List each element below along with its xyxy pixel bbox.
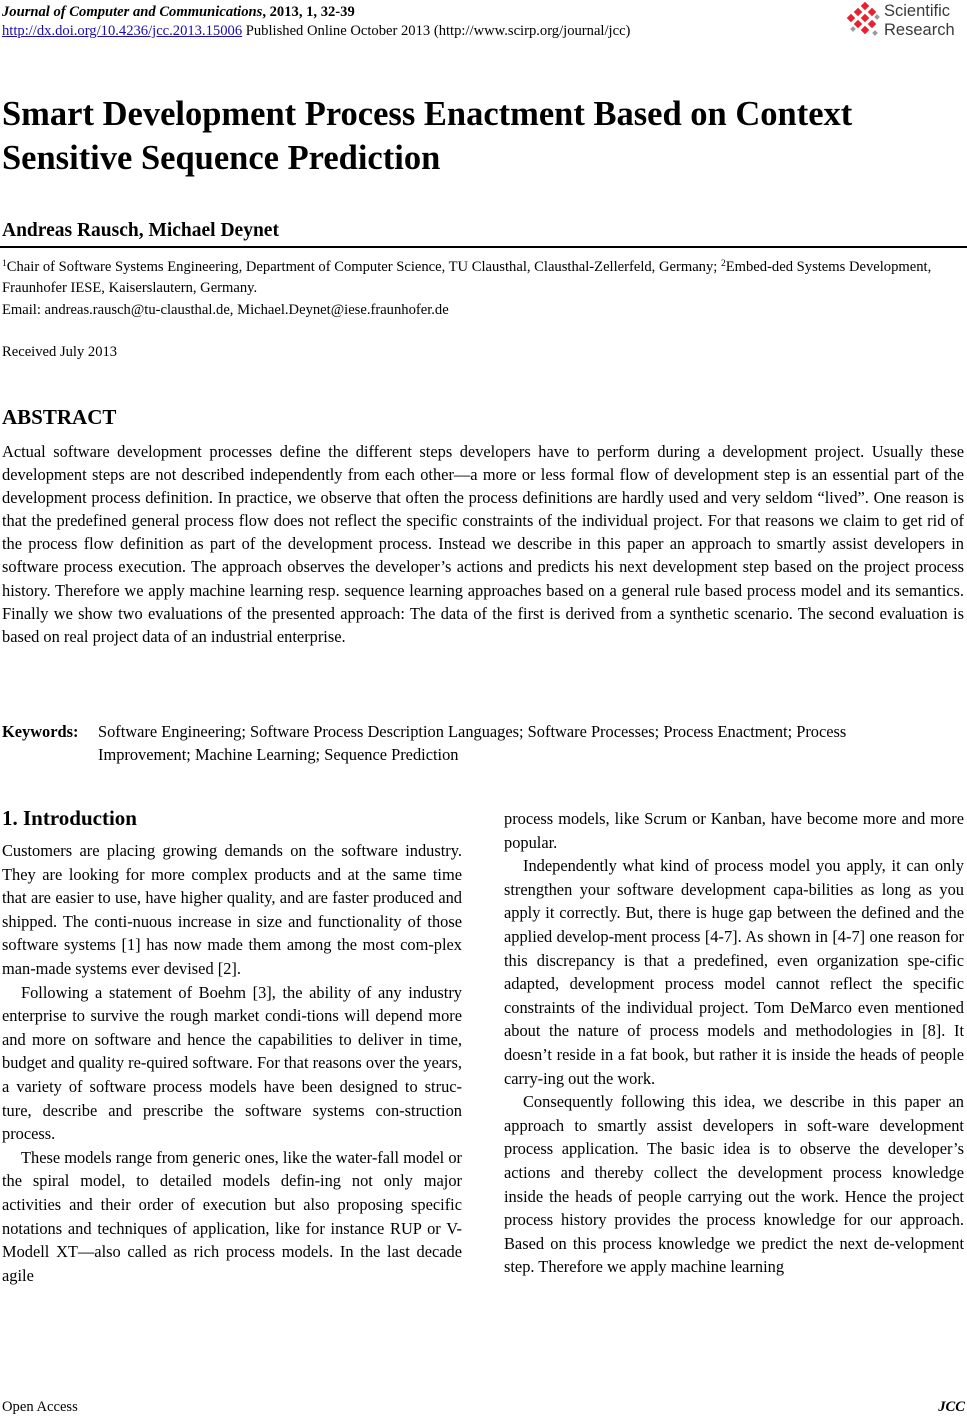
journal-volume: , 2013, 1, 32-39 xyxy=(262,4,355,20)
paper-title: Smart Development Process Enactment Based on Context Sensitive Sequence Prediction xyxy=(2,95,853,177)
paragraph: process models, like Scrum or Kanban, have become more and more popular. xyxy=(504,809,964,852)
paragraph: Following a statement of Boehm [3], the ability of any industry enterprise to survive the rough market condi-tions will depend more and more on software and hence the capabilities to deliver in time, budget and quality re-quired software. For that reasons over the years, a variety of software process models have been designed to struc-ture, describe and prescribe the software systems con-struction process. xyxy=(2,982,462,1144)
affiliation-2: Embed-ded Systems Development, Fraunhofer IESE, Kaiserslautern, Germany. xyxy=(2,259,932,296)
journal-citation xyxy=(2,3,355,21)
received-date: Received July 2013 xyxy=(2,344,118,360)
affiliation-1: Chair of Software Systems Engineering, Department of Computer Science, TU Clausthal, Clausthal-Zellerfeld, Germany; xyxy=(6,259,721,275)
open-access-label: Open Access xyxy=(2,1399,78,1415)
abstract-body: Actual software development processes define the different steps developers have to perform during a development project. Usually these development steps are not described independently from each other—a more or less formal flow of development step is an essential part of the development process definition. In practice, we observe that often the process definitions are hardly used and very seldom “lived”. One reason is that the predefined general process flow does not reflect the specific constraints of the individual project. For that reasons we claim to get rid of the process flow definition as part of the development process. Instead we describe in this paper an approach to smartly assist developers in software process execution. The approach observes the developer’s actions and predicts his next development step based on the project process history. Therefore we apply machine learning resp. sequence learning approaches based on a general rule based process model and its semantics. Finally we show two evaluations of the presented approach: The data of the first is derived from a synthetic scenario. The second evaluation is based on real project data of an industrial enterprise. xyxy=(2,442,964,646)
abstract-heading: ABSTRACT xyxy=(2,405,117,429)
doi-link[interactable]: http://dx.doi.org/10.4236/jcc.2013.15006 xyxy=(2,23,243,39)
logo-line-2: Research xyxy=(884,21,955,39)
section-heading-introduction: 1. Introduction xyxy=(2,806,137,830)
right-column xyxy=(504,807,964,1279)
paragraph: Consequently following this idea, we describe in this paper an approach to smartly assist developers in soft-ware development process application. The basic idea is to observe the developer’s actions and thereby collect the development process knowledge inside the heads of people carrying out the work. Hence the project process history provides the process knowledge for our approach. Based on this process knowledge we predict the next de-velopment step. Therefore we apply machine learning xyxy=(504,1092,964,1277)
keywords-label: Keywords: xyxy=(2,722,79,741)
affiliation-marker-2: 2 xyxy=(720,259,726,269)
paragraph: These models range from generic ones, like the water-fall model or the spiral model, to detailed models defin-ing not only major activities and their order of execution but also proposing specific notations and techniques of application, like for instance RUP or V-Modell XT—also called as rich process models. In the last decade agile xyxy=(2,1147,462,1285)
doi-line xyxy=(2,22,630,40)
left-column xyxy=(2,805,462,1287)
keywords-list: Software Engineering; Software Process Description Languages; Software Processes; Process Enactment; Process Improvement; Machine Learning; Sequence Prediction xyxy=(98,722,847,764)
published-info: Published Online October 2013 (http://www.scirp.org/journal/jcc) xyxy=(242,23,631,39)
author-emails: Email: andreas.rausch@tu-clausthal.de, Michael.Deynet@iese.fraunhofer.de xyxy=(2,302,449,318)
paragraph: Customers are placing growing demands on the software industry. They are looking for more complex products and at the same time that are easier to use, have higher quality, and are faster produced and shipped. The conti-nuous increase in size and functionality of those software systems [1] has now made them among the most com-plex man-made systems ever devised [2]. xyxy=(2,841,462,978)
affiliation-marker-1: 1 xyxy=(2,259,7,269)
logo-line-1: Scientific xyxy=(884,2,951,20)
scirp-logo-icon xyxy=(846,2,882,40)
author-list: Andreas Rausch, Michael Deynet xyxy=(2,220,279,241)
journal-name: Journal of Computer and Communications xyxy=(2,4,263,20)
paragraph: Independently what kind of process model you apply, it can only strengthen your software development capa-bilities as long as you apply it correctly. But, there is huge gap between the defined and the applied develop-ment process [4-7]. As shown in [4-7] one reason for this discrepancy is that a predefined, even organization spe-cific adapted, development process model cannot reflect the specific constraints of the individual project. Tom DeMarco even mentioned about the nature of process models and methodologies in [8]. It doesn’t reside in a fat book, but rather it is inside the heads of people carry-ing out the work. xyxy=(504,856,964,1088)
publisher-logo xyxy=(846,2,966,42)
logo-text xyxy=(884,2,955,40)
journal-abbrev: JCC xyxy=(938,1399,965,1415)
title-divider xyxy=(0,246,967,248)
affiliations xyxy=(2,257,965,299)
